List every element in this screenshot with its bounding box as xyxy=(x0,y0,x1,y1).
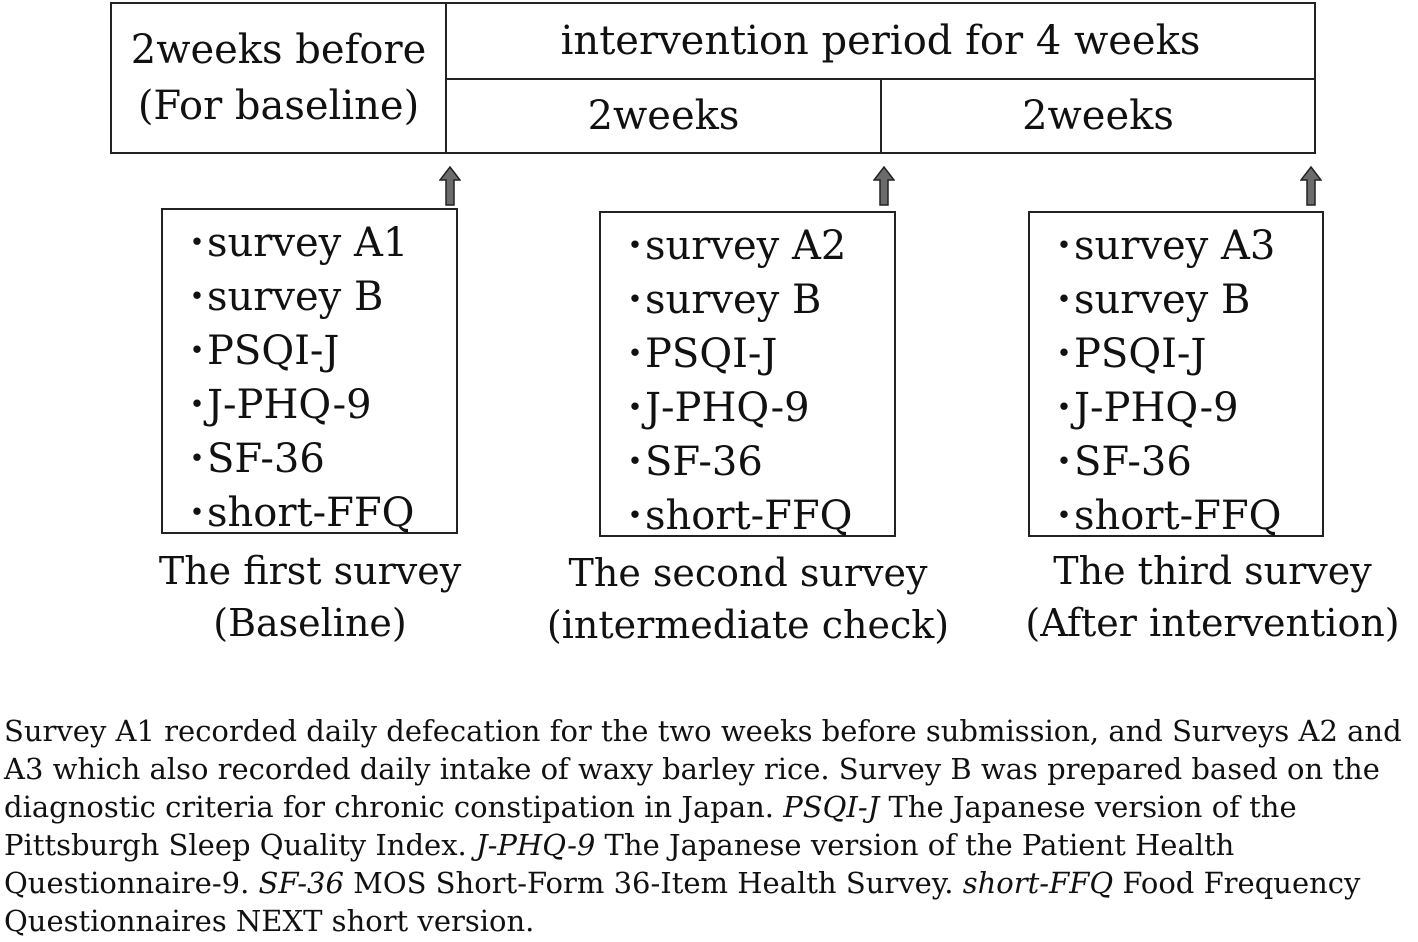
first-half-cell xyxy=(447,80,882,152)
abbr-psqi-j: PSQI-J xyxy=(783,790,880,824)
baseline-period-sublabel: (For baseline) xyxy=(137,83,420,129)
list-item: ・PSQI-J xyxy=(1044,331,1207,377)
list-item: ・SF-36 xyxy=(177,436,325,482)
list-item: ・PSQI-J xyxy=(177,328,340,374)
list-item: ・J-PHQ-9 xyxy=(177,382,372,428)
first-half-label: 2weeks xyxy=(587,93,740,139)
list-item: ・SF-36 xyxy=(615,439,763,485)
list-item: ・survey B xyxy=(615,277,822,323)
list-item: ・survey A2 xyxy=(615,223,847,269)
list-item: ・survey A1 xyxy=(177,220,409,266)
third-survey-box xyxy=(1028,211,1324,537)
baseline-period-cell xyxy=(112,4,447,152)
list-item: ・survey B xyxy=(1044,277,1251,323)
abbr-short-ffq: short-FFQ xyxy=(962,866,1114,900)
list-item: ・short-FFQ xyxy=(1044,493,1282,539)
survey-item-list xyxy=(1044,219,1322,543)
second-half-cell xyxy=(882,80,1314,152)
baseline-period-label: 2weeks before xyxy=(130,27,427,73)
arrow-up-icon xyxy=(1300,166,1322,206)
figure-footnote: Survey A1 recorded daily defecation for the two weeks before submission, and Surveys A2 and A3 which also recorded daily intake of waxy barley rice. Survey B was prepared based on the diagnostic criteria for chronic constipation in Japan. PSQI-J The Japanese version of the Pittsburgh Sleep Quality Index. J-PHQ-9 The Japanese version of the Patient Health Questionnaire-9. SF-36 MOS Short-Form 36-Item Health Survey. short-FFQ Food Frequency Questionnaires NEXT short version. xyxy=(4,714,1402,938)
second-survey-box xyxy=(599,211,896,537)
survey-item-list xyxy=(177,216,456,540)
second-half-label: 2weeks xyxy=(1022,93,1174,139)
timeline-table xyxy=(110,2,1316,154)
third-survey-caption: The third survey (After intervention) xyxy=(1025,549,1400,645)
second-survey-caption: The second survey (intermediate check) xyxy=(546,551,950,647)
list-item: ・SF-36 xyxy=(1044,439,1192,485)
list-item: ・short-FFQ xyxy=(177,490,415,536)
list-item: ・J-PHQ-9 xyxy=(615,385,810,431)
first-survey-box xyxy=(161,208,458,534)
list-item: ・J-PHQ-9 xyxy=(1044,385,1239,431)
list-item: ・short-FFQ xyxy=(615,493,853,539)
arrow-up-icon xyxy=(439,166,461,206)
intervention-period-label: intervention period for 4 weeks xyxy=(560,18,1201,64)
abbr-sf-36: SF-36 xyxy=(258,866,344,900)
intervention-period-cell xyxy=(447,4,1314,80)
list-item: ・survey A3 xyxy=(1044,223,1276,269)
list-item: ・survey B xyxy=(177,274,384,320)
first-survey-caption: The first survey (Baseline) xyxy=(158,549,462,645)
arrow-up-icon xyxy=(873,166,895,206)
list-item: ・PSQI-J xyxy=(615,331,778,377)
abbr-j-phq-9: J-PHQ-9 xyxy=(476,828,596,862)
survey-item-list xyxy=(615,219,894,543)
